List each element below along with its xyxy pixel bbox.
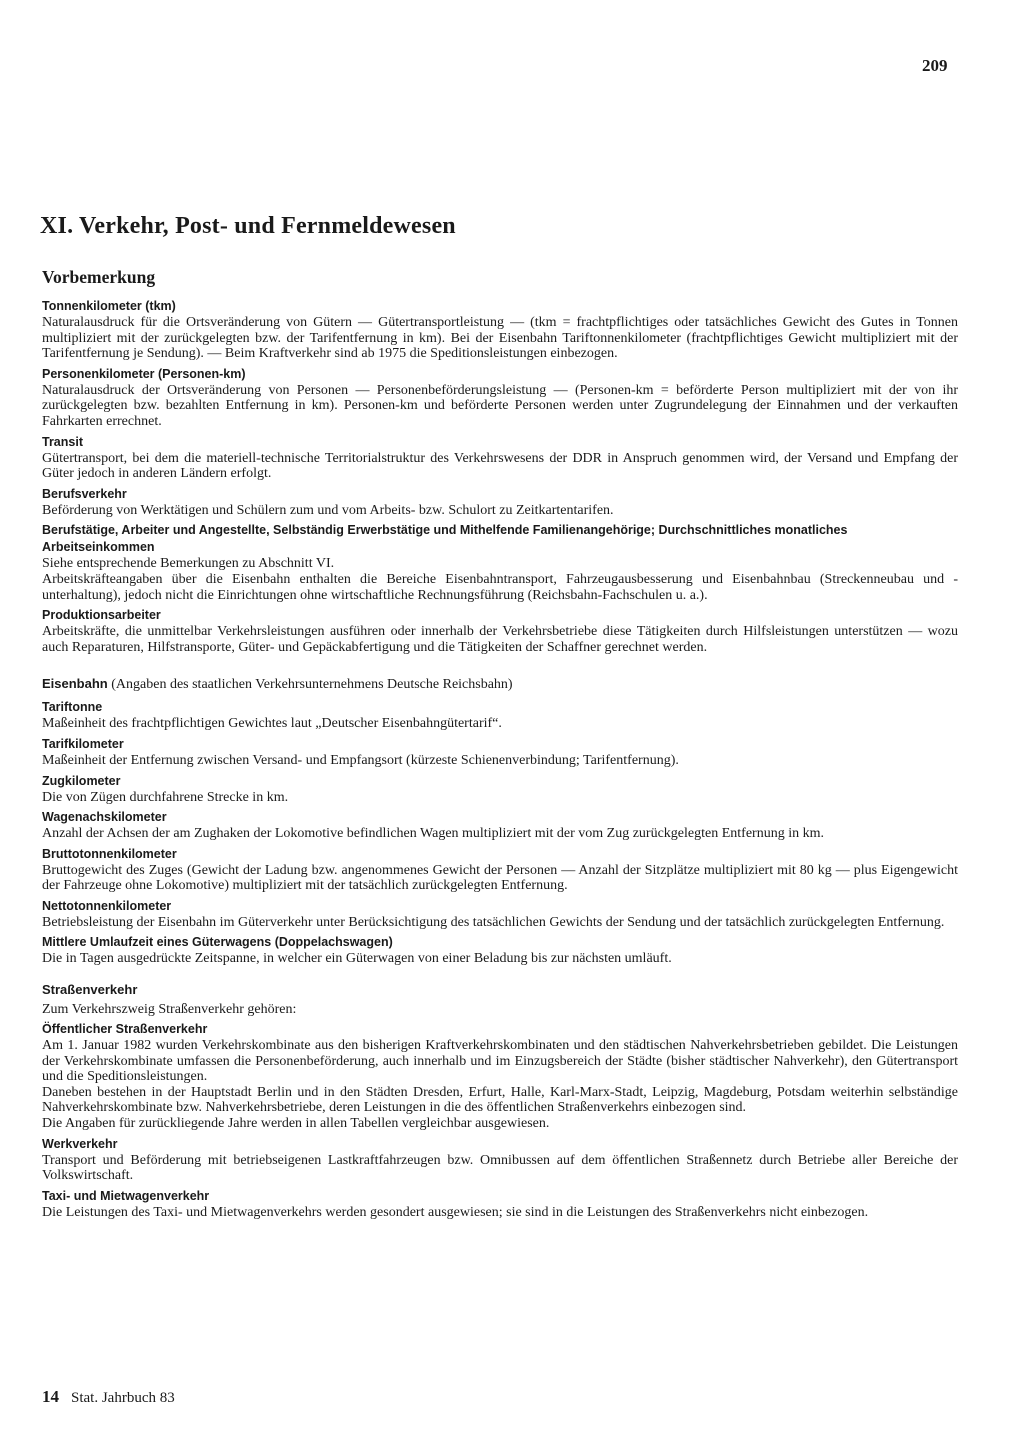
subsection-heading-eisenbahn: [42, 675, 958, 693]
term-text: Transport und Beförderung mit betriebseigenen Lastkraftfahrzeugen bzw. Omnibussen auf dem öffentlichen Straßennetz durch Betriebe aller Bereiche der Volkswirtschaft.: [42, 1152, 958, 1184]
definition-item: [42, 898, 958, 931]
term-heading: Öffentlicher Straßenverkehr: [42, 1022, 208, 1037]
definition-item: [42, 486, 958, 519]
term-text: Am 1. Januar 1982 wurden Verkehrskombinate aus den bisherigen Kraftverkehrskombinaten und den städtischen Nahverkehrsbetrieben gebildet. Die Leistungen der Verkehrskombinate umfassen die Personenbeförderung, auch innerhalb und im Einzugsbereich der Städte (bisher städtischer Nahverkehr), den Gütertransport und die Speditionsleistungen.: [42, 1038, 958, 1085]
definition-item: [42, 1021, 958, 1132]
definition-item: [42, 773, 958, 806]
term-heading: Bruttotonnenkilometer: [42, 846, 177, 861]
definition-item: [42, 1188, 958, 1221]
term-text: Beförderung von Werktätigen und Schülern zum und vom Arbeits- bzw. Schulort zu Zeitkartentarifen.: [42, 502, 614, 518]
page-content: [42, 267, 958, 1224]
subsection-heading-strassenverkehr: Straßenverkehr: [42, 982, 138, 998]
term-text: Betriebsleistung der Eisenbahn im Güterverkehr unter Berücksichtigung des tatsächlichen Gewichts der Sendung und der tatsächlich zurückgelegten Entfernung.: [42, 914, 945, 930]
definition-item: [42, 934, 958, 967]
term-text: Daneben bestehen in der Hauptstadt Berlin und in den Städten Dresden, Erfurt, Halle, Karl-Marx-Stadt, Leipzig, Magdeburg, Potsdam weiterhin selbständige Nahverkehrskombinate bzw. Nahverkehrsbetriebe, deren Leistungen in die des öffentlichen Straßenverkehrs einbezogen sind.: [42, 1084, 958, 1116]
subsection-title: Eisenbahn: [42, 676, 108, 692]
term-heading: Werkverkehr: [42, 1136, 118, 1151]
term-text: Maßeinheit der Entfernung zwischen Versand- und Empfangsort (kürzeste Schienenverbindung; Tarifentfernung).: [42, 752, 679, 768]
term-heading: Tariftonne: [42, 700, 103, 715]
definition-item: [42, 607, 958, 655]
term-heading: Personenkilometer (Personen-km): [42, 366, 246, 381]
term-text: Die Angaben für zurückliegende Jahre werden in allen Tabellen vergleichbar ausgewiesen.: [42, 1116, 550, 1132]
definition-item: [42, 522, 958, 603]
subsection-intro: Zum Verkehrszweig Straßenverkehr gehören:: [42, 1002, 297, 1018]
term-text: Siehe entsprechende Bemerkungen zu Abschnitt VI.: [42, 556, 335, 572]
definition-item: [42, 736, 958, 769]
term-heading: Berufstätige, Arbeiter und Angestellte, Selbständig Erwerbstätige und Mithelfende Familienangehörige; Durchschnittliches monatliches Arbeitseinkommen: [42, 523, 848, 555]
term-heading: Berufsverkehr: [42, 486, 127, 501]
definition-item: [42, 699, 958, 732]
term-heading: Mittlere Umlaufzeit eines Güterwagens (Doppelachswagen): [42, 935, 393, 950]
term-heading: Zugkilometer: [42, 773, 121, 788]
page-footer: [42, 1387, 175, 1407]
definition-item: [42, 366, 958, 430]
term-text: Arbeitskräfte, die unmittelbar Verkehrsleistungen ausführen oder innerhalb der Verkehrsbetriebe diese Tätigkeiten durch Hilfsleistungen unterstützen — wozu auch Reparaturen, Hilfstransporte, Güter- und Gepäckabfertigung und die Tätigkeiten der Schaffner gerechnet werden.: [42, 624, 958, 655]
definition-item: [42, 809, 958, 842]
term-text: Anzahl der Achsen der am Zughaken der Lokomotive befindlichen Wagen multipliziert mit der vom Zug zurückgelegten Entfernung in km.: [42, 826, 824, 842]
definition-item: [42, 434, 958, 482]
definition-item: [42, 846, 958, 894]
term-text: Maßeinheit des frachtpflichtigen Gewichtes laut „Deutscher Eisenbahngütertarif“.: [42, 716, 502, 732]
footer-page-number: 14: [42, 1387, 59, 1406]
term-text: Naturalausdruck der Ortsveränderung von Personen — Personenbeförderungsleistung — (Personen-km = beförderte Person multipliziert mit der von ihr zurückgelegten bzw. bezahlten Entfernung in km). Personen-km und beförderte Personen werden unter Zugrundelegung der Einnahmen und der verkauften Fahrkarten errechnet.: [42, 382, 958, 429]
term-heading: Produktionsarbeiter: [42, 608, 161, 623]
term-heading: Wagenachskilometer: [42, 810, 167, 825]
chapter-title: XI. Verkehr, Post- und Fernmeldewesen: [40, 213, 456, 239]
term-heading: Transit: [42, 434, 83, 449]
term-text: Gütertransport, bei dem die materiell-technische Territorialstruktur des Verkehrswesens der DDR in Anspruch genommen wird, der Versand und Empfang der Güter jedoch in anderen Ländern erfolgt.: [42, 450, 958, 482]
term-text: Naturalausdruck für die Ortsveränderung von Gütern — Gütertransportleistung — (tkm = frachtpflichtiges oder tatsächliches Gewicht des Gutes in Tonnen multipliziert mit der zurückgelegten bzw. der Tarifentfernung in km). Bei der Eisenbahn Tariftonnenkilometer (frachtpflichtiges Gewicht multipliziert mit der Tarifentfernung je Sendung). — Beim Kraftverkehr sind ab 1975 die Speditionsleistungen einbezogen.: [42, 315, 958, 362]
definition-item: [42, 1136, 958, 1184]
term-heading: Tarifkilometer: [42, 736, 124, 751]
term-text: Die Leistungen des Taxi- und Mietwagenverkehrs werden gesondert ausgewiesen; sie sind in die Leistungen des Straßenverkehrs nicht einbezogen.: [42, 1204, 869, 1220]
definition-item: [42, 298, 958, 362]
page-number: 209: [922, 56, 948, 75]
term-text: Die in Tagen ausgedrückte Zeitspanne, in welcher ein Güterwagen von einer Beladung bis zur nächsten umläuft.: [42, 951, 672, 967]
term-heading: Tonnenkilometer (tkm): [42, 299, 176, 313]
footer-publication: Stat. Jahrbuch 83: [71, 1390, 175, 1406]
section-title: Vorbemerkung: [42, 267, 156, 287]
term-text: Arbeitskräfteangaben über die Eisenbahn enthalten die Bereiche Eisenbahntransport, Fahrzeugausbesserung und Eisenbahnbau (Streckenneubau und -unterhaltung), jedoch nicht die Einrichtungen ohne wirtschaftliche Rechnungsführung (Reichsbahn-Fachschulen u. a.).: [42, 571, 958, 603]
term-heading: Taxi- und Mietwagenverkehr: [42, 1188, 210, 1203]
term-heading: Nettotonnenkilometer: [42, 898, 172, 913]
term-text: Die von Zügen durchfahrene Strecke in km.: [42, 789, 289, 805]
term-text: Bruttogewicht des Zuges (Gewicht der Ladung bzw. angenommenes Gewicht der Personen — Anzahl der Sitzplätze multipliziert mit 80 kg — plus Eigengewicht der Fahrzeuge ohne Lokomotive) multipliziert mit der tatsächlich zurückgelegten Entfernung.: [42, 862, 958, 894]
subsection-note: (Angaben des staatlichen Verkehrsunternehmens Deutsche Reichsbahn): [107, 677, 513, 693]
